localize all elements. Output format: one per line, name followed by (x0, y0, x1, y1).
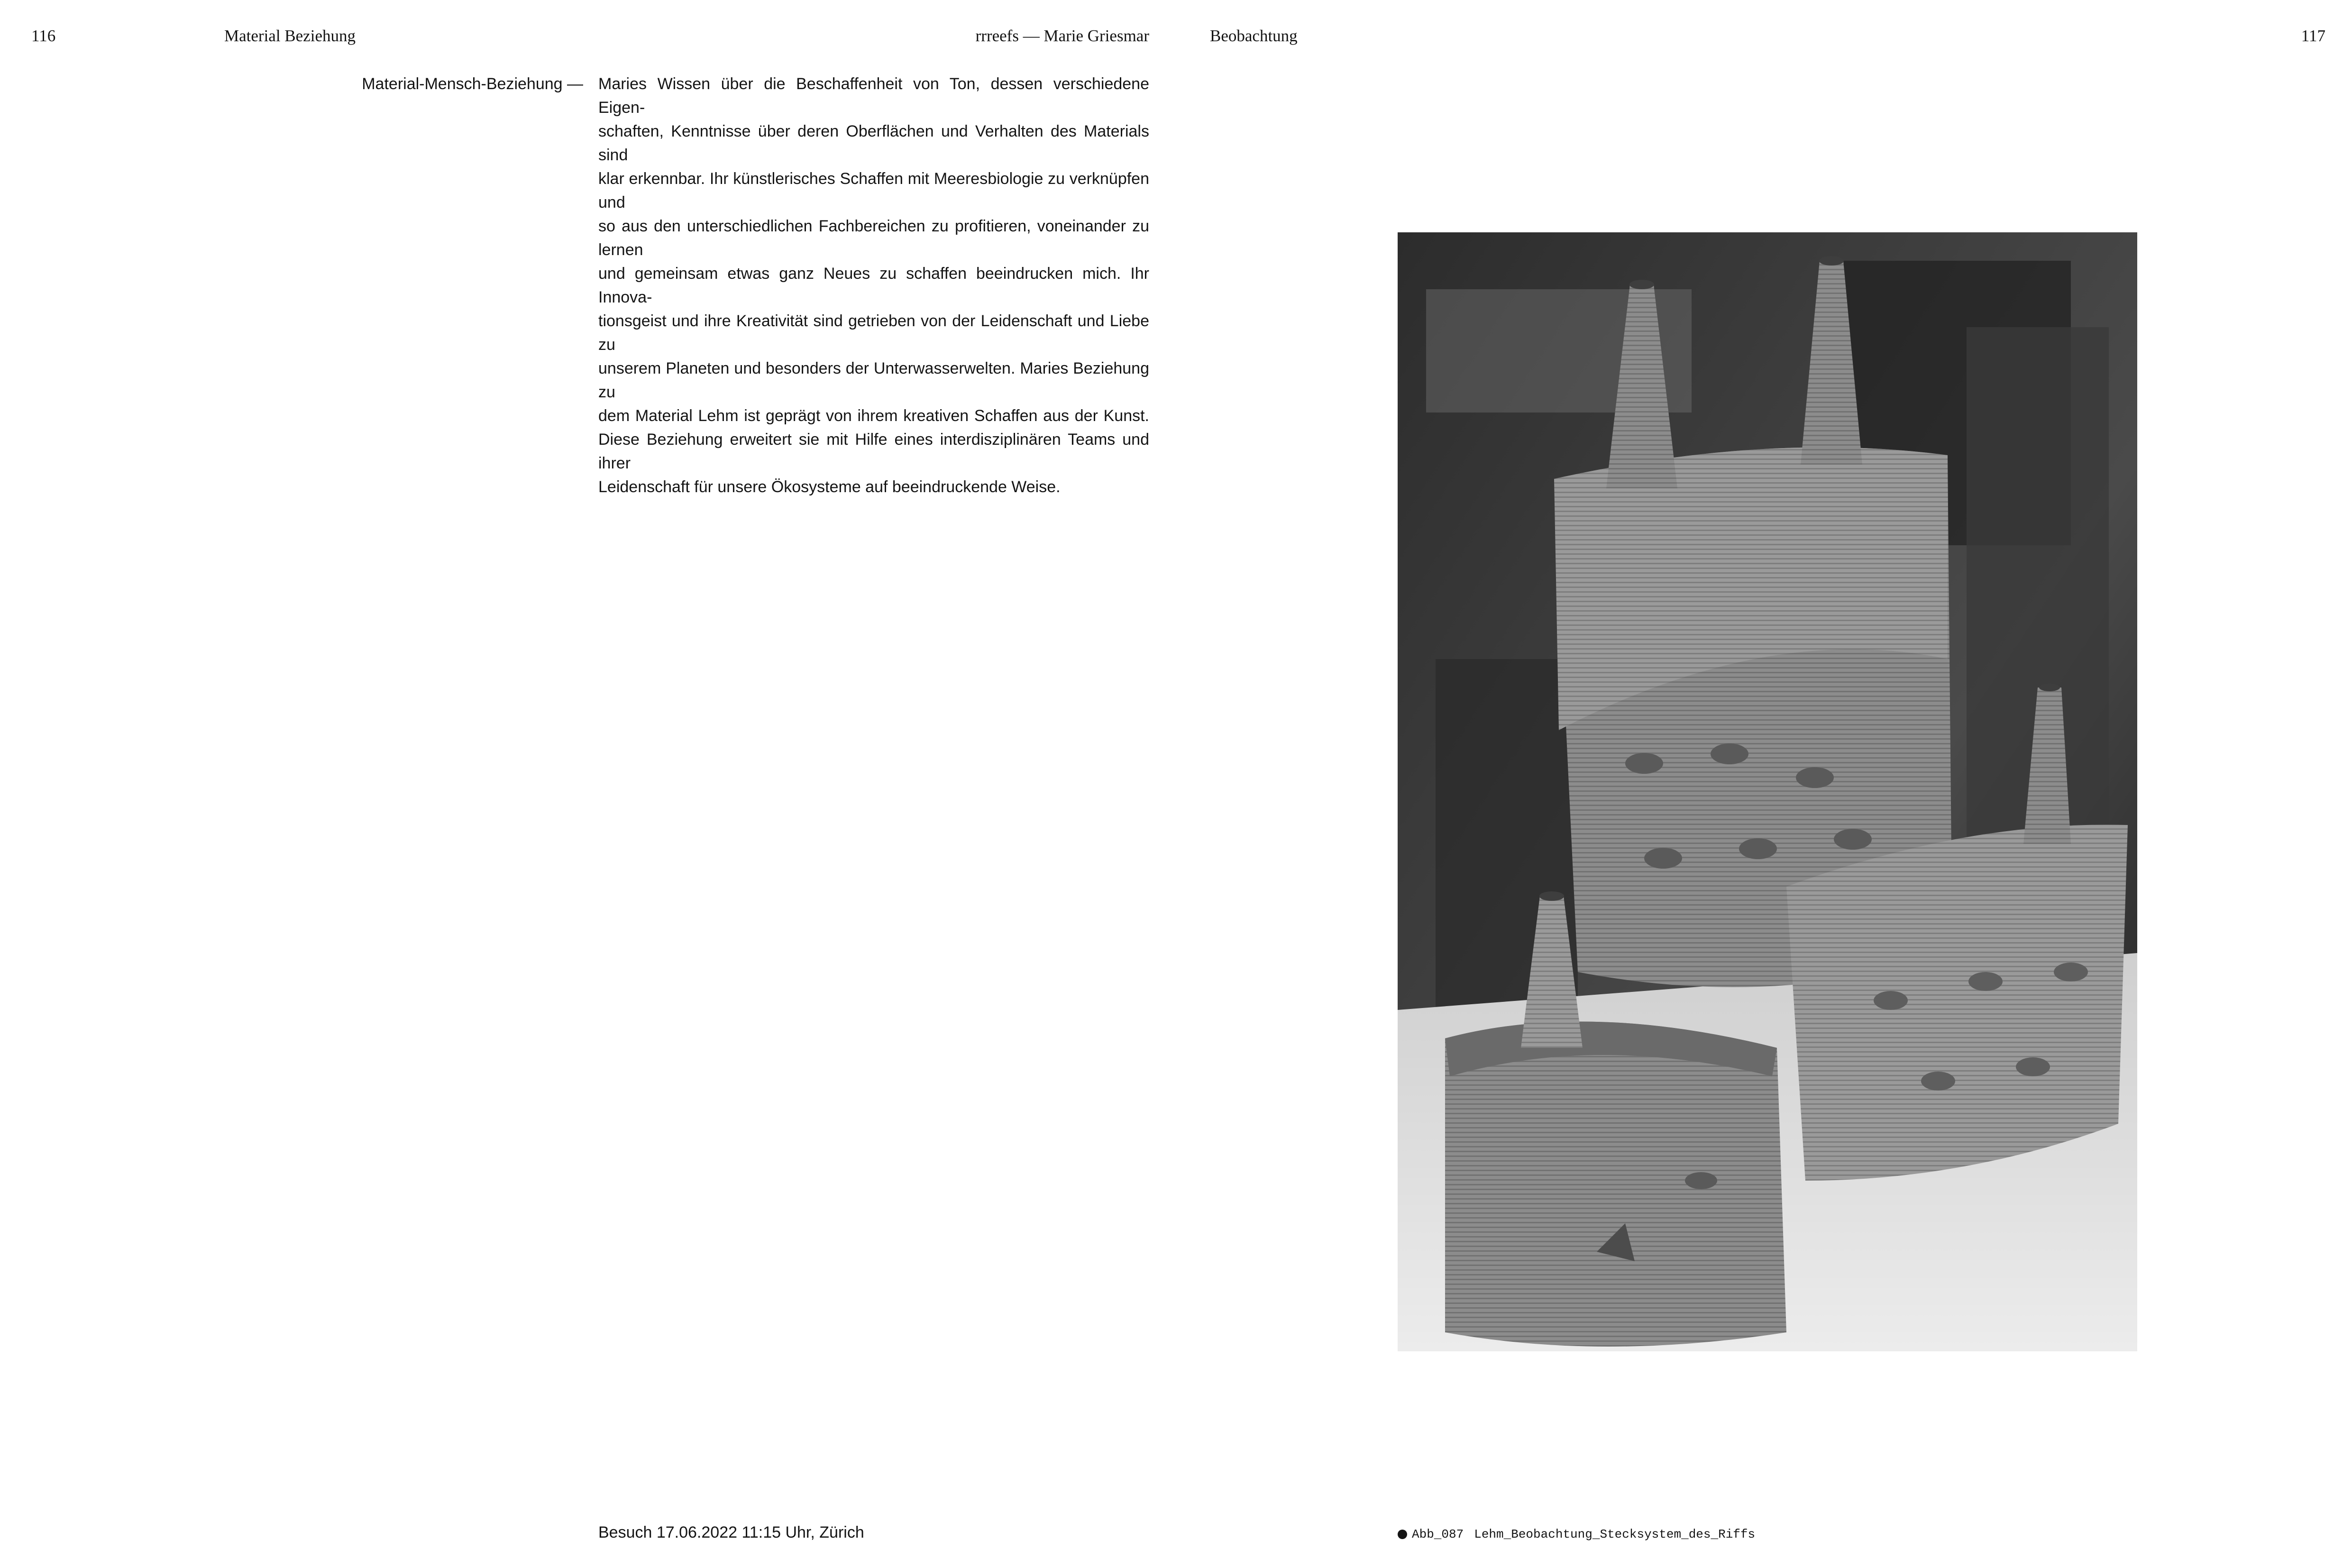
body-line: unserem Planeten und besonders der Unterwasserwelten. Maries Beziehung zu (598, 359, 1149, 401)
side-label: Material-Mensch-Beziehung — (362, 75, 583, 93)
body-line: klar erkennbar. Ihr künstlerisches Schaffen mit Meeresbiologie zu verknüpfen und (598, 170, 1149, 211)
page-number-left: 116 (31, 27, 56, 45)
body-line: so aus den unterschiedlichen Fachbereichen zu profitieren, voneinander zu lernen (598, 217, 1149, 259)
body-line: schaften, Kenntnisse über deren Oberflächen und Verhalten des Materials sind (598, 122, 1149, 164)
body-line: Maries Wissen über die Beschaffenheit von Ton, dessen verschiedene Eigen- (598, 75, 1149, 117)
clay-reef-photo (1398, 232, 2137, 1351)
section-title-left: Material Beziehung (224, 27, 356, 45)
body-line: Diese Beziehung erweitert sie mit Hilfe eines interdisziplinären Teams und ihrer (598, 431, 1149, 472)
bullet-icon (1398, 1530, 1407, 1539)
right-page (1176, 0, 2352, 1568)
figure-caption-text: Lehm_Beobachtung_Stecksystem_des_Riffs (1474, 1527, 1756, 1541)
body-line: tionsgeist und ihre Kreativität sind getrieben von der Leidenschaft und Liebe zu (598, 312, 1149, 354)
section-title-right: Beobachtung (1210, 27, 1298, 45)
figure-caption (1398, 1525, 1755, 1544)
body-line: und gemeinsam etwas ganz Neues zu schaffen beeindrucken mich. Ihr Innova- (598, 265, 1149, 306)
body-line: Leidenschaft für unsere Ökosysteme auf beeindruckende Weise. (598, 478, 1061, 496)
visit-footer: Besuch 17.06.2022 11:15 Uhr, Zürich (598, 1523, 864, 1541)
body-text (598, 72, 1149, 499)
figure-number: Abb_087 (1412, 1527, 1464, 1541)
running-title: rrreefs — Marie Griesmar (975, 27, 1149, 45)
body-line: dem Material Lehm ist geprägt von ihrem kreativen Schaffen aus der Kunst. (598, 407, 1149, 425)
clay-reef-illustration (1398, 232, 2137, 1351)
page-number-right: 117 (2301, 27, 2325, 45)
